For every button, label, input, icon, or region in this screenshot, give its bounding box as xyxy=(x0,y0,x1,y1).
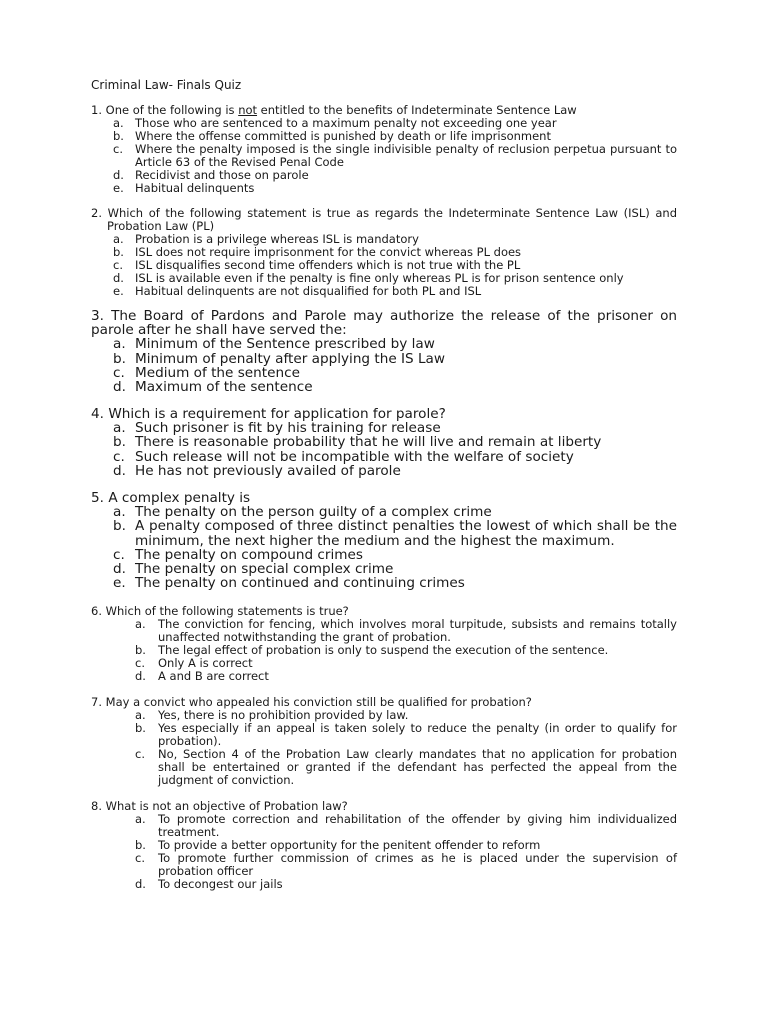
option-letter: a. xyxy=(113,504,126,521)
option-text: A penalty composed of three distinct penalties the lowest of which shall be the minimum, the next higher the medium and the highest the maximum. xyxy=(135,518,677,549)
option-text: ISL is available even if the penalty is fine only whereas PL is for prison sentence only xyxy=(135,271,624,285)
question-text: Which is a requirement for application for parole? xyxy=(108,406,446,422)
options-list xyxy=(113,421,677,478)
option-b xyxy=(113,435,677,449)
option-text: The conviction for fencing, which involves moral turpitude, subsists and remains totally unaffected notwithstanding the grant of probation. xyxy=(158,617,677,644)
option-letter: b. xyxy=(113,245,124,259)
option-text: Medium of the sentence xyxy=(135,364,300,381)
option-letter: a. xyxy=(135,617,146,631)
option-letter: a. xyxy=(113,420,126,437)
option-letter: b. xyxy=(113,129,124,143)
option-text: Those who are sentenced to a maximum penalty not exceeding one year xyxy=(135,116,557,130)
option-text: Habitual delinquents xyxy=(135,181,255,195)
option-letter: d. xyxy=(113,379,126,396)
option-text: ISL does not require imprisonment for the convict whereas PL does xyxy=(135,245,522,259)
option-letter: c. xyxy=(113,364,125,381)
options-list xyxy=(113,337,677,394)
option-c xyxy=(113,450,677,464)
options-list xyxy=(135,813,677,891)
option-letter: e. xyxy=(113,284,124,298)
question-3 xyxy=(91,309,677,394)
option-letter: d. xyxy=(113,271,124,285)
option-text: Yes, there is no prohibition provided by law. xyxy=(158,708,409,722)
option-text: Minimum of the Sentence prescribed by law xyxy=(135,336,435,353)
option-letter: d. xyxy=(113,168,124,182)
option-text: The penalty on compound crimes xyxy=(135,546,363,563)
option-letter: b. xyxy=(113,434,126,451)
option-text: The penalty on continued and continuing crimes xyxy=(135,575,465,592)
question-text: The Board of Pardons and Parole may authorize the release of the prisoner on parole after he shall have served the: xyxy=(91,308,677,339)
option-d xyxy=(113,562,677,576)
option-text: Where the penalty imposed is the single indivisible penalty of reclusion perpetua pursuant to Article 63 of the Revised Penal Code xyxy=(135,142,677,169)
option-text: ISL disqualifies second time offenders which is not true with the PL xyxy=(135,258,521,272)
question-number: 6. xyxy=(91,604,102,618)
option-text: To promote further commission of crimes as he is placed under the supervision of probation officer xyxy=(158,851,677,878)
option-text: Yes especially if an appeal is taken solely to reduce the penalty (in order to qualify for probation). xyxy=(158,721,677,748)
option-a xyxy=(135,813,677,839)
option-letter: b. xyxy=(135,721,146,735)
option-text: He has not previously availed of parole xyxy=(135,462,401,479)
option-text: Habitual delinquents are not disqualified for both PL and ISL xyxy=(135,284,482,298)
question-text: A complex penalty is xyxy=(108,490,251,506)
question-text: May a convict who appealed his conviction still be qualified for probation? xyxy=(105,695,532,709)
option-letter: d. xyxy=(135,877,146,891)
option-c xyxy=(135,852,677,878)
question-7 xyxy=(91,696,677,787)
emphasis-not: not xyxy=(238,103,258,117)
option-letter: e. xyxy=(113,181,124,195)
option-letter: b. xyxy=(113,518,126,535)
question-5 xyxy=(91,491,677,590)
option-d xyxy=(135,670,677,683)
option-text: Maximum of the sentence xyxy=(135,379,313,396)
option-text: A and B are correct xyxy=(158,669,269,683)
option-letter: c. xyxy=(113,258,123,272)
question-number: 8. xyxy=(91,799,102,813)
option-text: There is reasonable probability that he will live and remain at liberty xyxy=(135,434,602,451)
option-a xyxy=(113,421,677,435)
option-text: The penalty on special complex crime xyxy=(135,561,394,578)
question-number: 4. xyxy=(91,406,104,422)
option-e xyxy=(113,285,677,298)
option-text: Minimum of penalty after applying the IS Law xyxy=(135,350,445,367)
option-letter: c. xyxy=(113,546,125,563)
option-a xyxy=(113,337,677,351)
option-letter: c. xyxy=(135,656,145,670)
option-letter: e. xyxy=(113,575,126,592)
option-d xyxy=(135,878,677,891)
option-b xyxy=(135,722,677,748)
option-c xyxy=(113,143,677,169)
question-text: Which of the following statements is true? xyxy=(105,604,349,618)
question-2 xyxy=(91,207,677,298)
option-d xyxy=(113,380,677,394)
option-text: Only A is correct xyxy=(158,656,253,670)
option-a xyxy=(113,505,677,519)
option-d xyxy=(113,464,677,478)
question-4-text xyxy=(91,407,677,421)
option-c xyxy=(113,548,677,562)
option-text: To provide a better opportunity for the penitent offender to reform xyxy=(158,838,541,852)
option-letter: c. xyxy=(113,142,123,156)
question-text: What is not an objective of Probation law? xyxy=(105,799,348,813)
option-letter: d. xyxy=(135,669,146,683)
question-8 xyxy=(91,800,677,891)
option-letter: c. xyxy=(113,448,125,465)
question-2-text xyxy=(91,207,677,233)
option-b xyxy=(113,519,677,547)
option-c xyxy=(113,366,677,380)
options-list xyxy=(135,709,677,787)
option-letter: d. xyxy=(113,561,126,578)
question-1 xyxy=(91,104,677,195)
option-text: To promote correction and rehabilitation of the offender by giving him individualized treatment. xyxy=(158,812,677,839)
options-list xyxy=(113,505,677,590)
option-text: The penalty on the person guilty of a complex crime xyxy=(135,504,492,521)
question-4 xyxy=(91,407,677,478)
option-text: No, Section 4 of the Probation Law clearly mandates that no application for probation shall be entertained or granted if the defendant has perfected the appeal from the judgment of conviction. xyxy=(158,747,677,787)
question-number: 7. xyxy=(91,695,102,709)
options-list xyxy=(113,233,677,298)
option-text: Where the offense committed is punished by death or life imprisonment xyxy=(135,129,551,143)
option-letter: b. xyxy=(113,350,126,367)
question-5-text xyxy=(91,491,677,505)
option-c xyxy=(135,748,677,787)
question-number: 3. xyxy=(91,308,104,324)
option-a xyxy=(135,618,677,644)
question-text-part: entitled to the benefits of Indeterminate Sentence Law xyxy=(257,103,577,117)
question-number: 5. xyxy=(91,490,104,506)
option-letter: c. xyxy=(135,851,145,865)
option-letter: b. xyxy=(135,838,146,852)
option-text: Such release will not be incompatible with the welfare of society xyxy=(135,448,574,465)
option-letter: a. xyxy=(113,336,126,353)
option-b xyxy=(113,352,677,366)
option-letter: d. xyxy=(113,462,126,479)
option-letter: a. xyxy=(135,812,146,826)
question-number: 2. xyxy=(91,206,102,220)
option-letter: a. xyxy=(113,232,124,246)
option-e xyxy=(113,576,677,590)
question-3-text xyxy=(91,309,677,337)
option-text: Such prisoner is fit by his training for release xyxy=(135,420,441,437)
option-text: To decongest our jails xyxy=(158,877,283,891)
options-list xyxy=(135,618,677,683)
option-letter: b. xyxy=(135,643,146,657)
option-text: Recidivist and those on parole xyxy=(135,168,309,182)
option-e xyxy=(113,182,677,195)
option-letter: c. xyxy=(135,747,145,761)
option-letter: a. xyxy=(113,116,124,130)
question-6 xyxy=(91,605,677,683)
question-text: Which of the following statement is true as regards the Indeterminate Sentence Law (ISL) and Probation Law (PL) xyxy=(107,206,678,233)
option-text: Probation is a privilege whereas ISL is mandatory xyxy=(135,232,419,246)
options-list xyxy=(113,117,677,195)
option-letter: a. xyxy=(135,708,146,722)
document-title: Criminal Law- Finals Quiz xyxy=(91,78,242,92)
question-text-part: One of the following is xyxy=(105,103,239,117)
question-number: 1. xyxy=(91,103,102,117)
option-text: The legal effect of probation is only to suspend the execution of the sentence. xyxy=(158,643,609,657)
